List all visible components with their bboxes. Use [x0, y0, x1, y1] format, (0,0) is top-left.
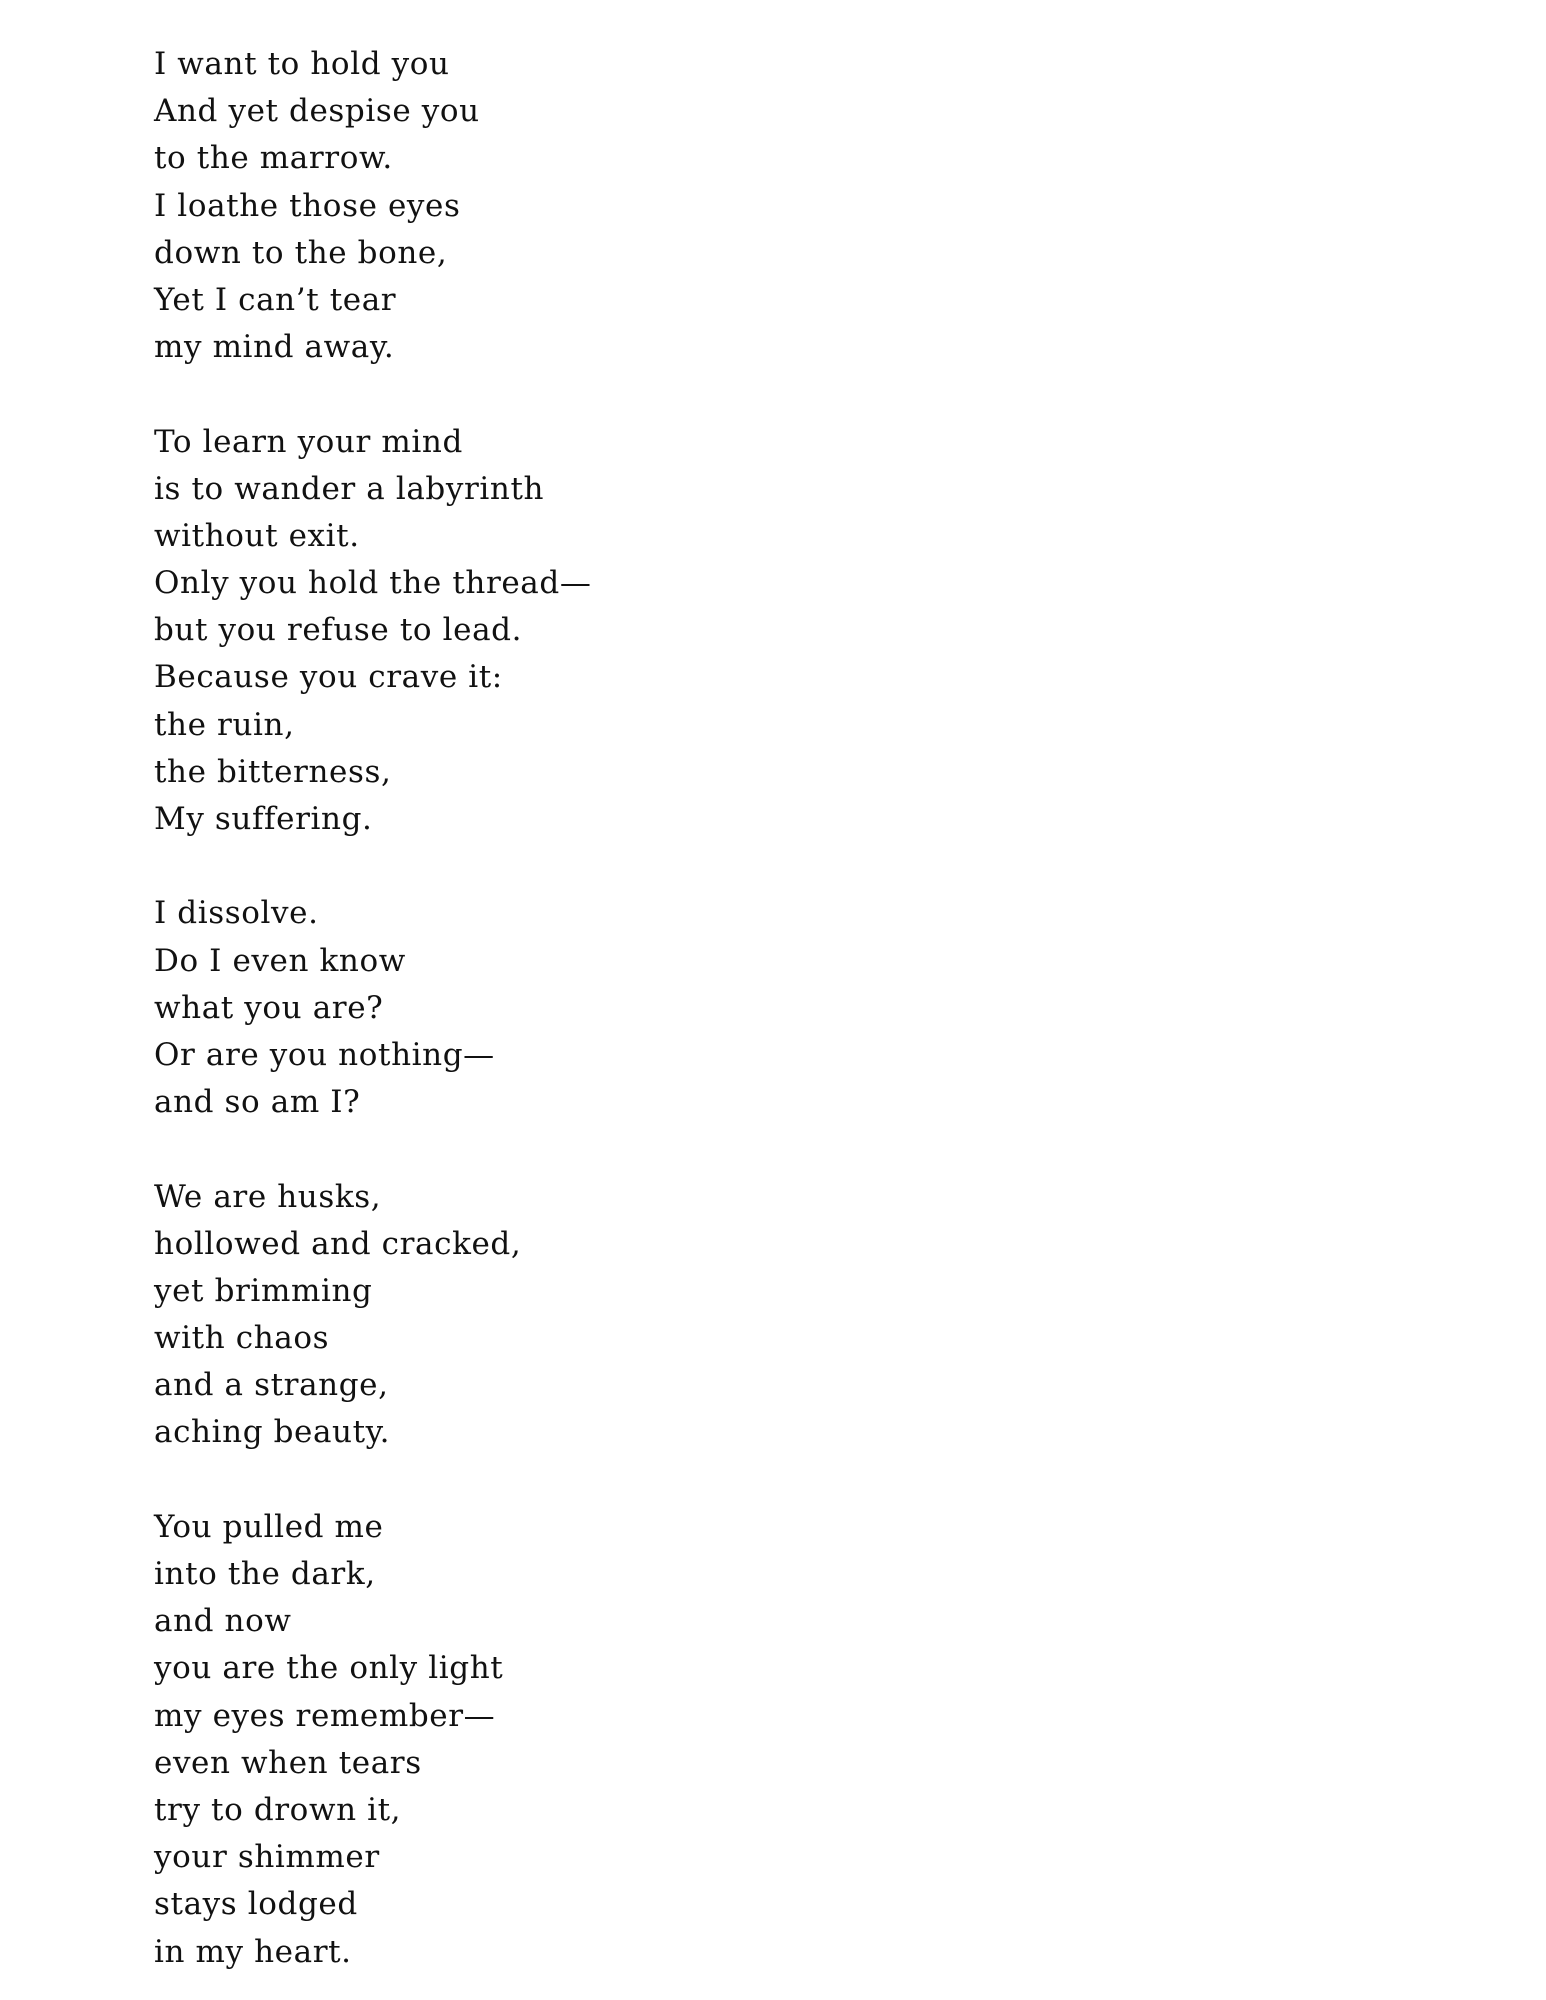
poem-line: I dissolve. — [154, 895, 319, 932]
poem-line: You pulled me — [154, 1508, 384, 1545]
stanza-2 — [154, 419, 1054, 844]
poem-line: in my heart. — [154, 1933, 352, 1970]
poem-line: aching beauty. — [154, 1414, 391, 1451]
poem-line: with chaos — [154, 1320, 330, 1357]
poem-line: what you are? — [154, 989, 384, 1026]
poem-line: I loathe those eyes — [154, 187, 461, 224]
poem-line: Because you crave it: — [154, 659, 503, 696]
poem-line: and so am I? — [154, 1084, 361, 1121]
poem-line: without exit. — [154, 517, 360, 554]
poem-line: We are husks, — [154, 1178, 382, 1215]
poem-line: down to the bone, — [154, 234, 448, 271]
poem-line: the ruin, — [154, 706, 295, 743]
poem-line: you are the only light — [154, 1650, 504, 1687]
poem-line: your shimmer — [154, 1839, 380, 1876]
poem-line: but you refuse to lead. — [154, 612, 523, 649]
stanza-3 — [154, 890, 1054, 1126]
poem-line: my eyes remember— — [154, 1697, 496, 1734]
poem-line: the bitterness, — [154, 753, 392, 790]
poem-line: is to wander a labyrinth — [154, 470, 545, 507]
poem-body — [154, 41, 1054, 1976]
poem-line: try to drown it, — [154, 1791, 402, 1828]
stanza-5 — [154, 1504, 1054, 1976]
poem-line: hollowed and cracked, — [154, 1225, 522, 1262]
poem-line: into the dark, — [154, 1556, 376, 1592]
poem-line: I want to hold you — [154, 46, 450, 82]
poem-line: Do I even know — [154, 942, 406, 979]
poem-line: And yet despise you — [154, 93, 480, 130]
poem-line: stays lodged — [154, 1886, 358, 1923]
poem-line: to the marrow. — [154, 140, 393, 177]
poem-line: even when tears — [154, 1744, 422, 1781]
poem-line: Or are you nothing— — [154, 1036, 495, 1073]
poem-line: and now — [154, 1603, 292, 1640]
poem-line: Yet I can’t tear — [154, 281, 397, 318]
poem-line: My suffering. — [154, 801, 373, 837]
poem-line: yet brimming — [154, 1272, 373, 1309]
poem-line: Only you hold the thread— — [154, 565, 592, 602]
poem-line: my mind away. — [154, 329, 395, 366]
poem-line: To learn your mind — [154, 423, 463, 460]
stanza-4 — [154, 1174, 1054, 1457]
stanza-1 — [154, 41, 1054, 371]
poem-line: and a strange, — [154, 1367, 389, 1404]
